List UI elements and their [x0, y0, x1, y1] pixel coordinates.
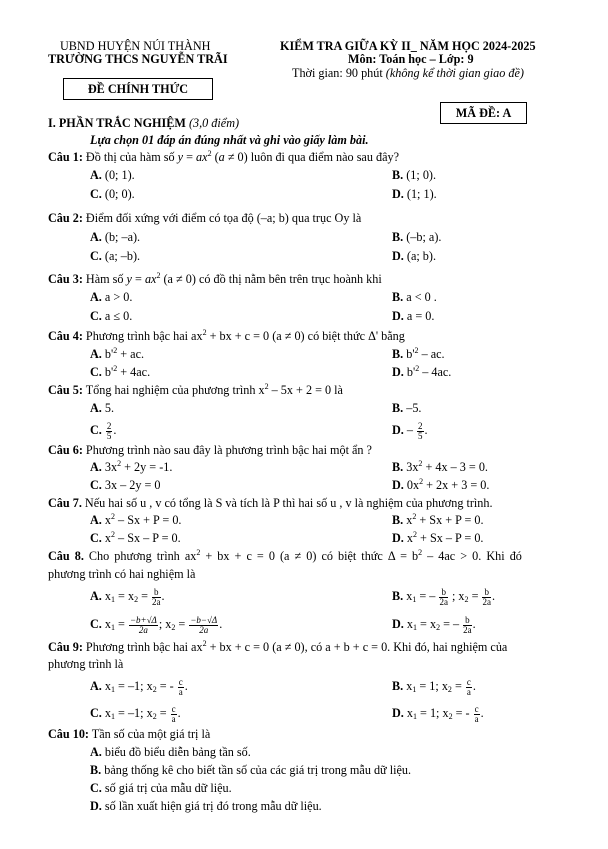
exam-title: KIỂM TRA GIỮA KỲ II_ NĂM HỌC 2024-2025	[280, 39, 536, 53]
department-name: UBND HUYỆN NÚI THÀNH	[60, 39, 211, 53]
q3-option-d: D. a = 0.	[392, 309, 435, 323]
question-9-cont: phương trình là	[48, 657, 124, 671]
q6-option-c: C. 3x – 2y = 0	[90, 478, 161, 492]
q6-option-d: D. $0x^2 + 2x + 3 = 0$.	[392, 477, 490, 492]
q5-option-a: A. 5.	[90, 401, 115, 415]
official-label: ĐỀ CHÍNH THỨC	[63, 78, 213, 100]
q7-option-a: A. $x^2 - Sx + P = 0$.	[90, 512, 182, 527]
question-2: Câu 2: Điểm đối xứng với điểm có tọa độ (–a; b) qua trục Oy là	[48, 211, 362, 225]
q4-option-b: B. $b'^2$ – ac.	[392, 346, 445, 361]
q5-option-b: B. –5.	[392, 401, 422, 415]
q10-option-d: D. số lần xuất hiện giá trị đó trong mẫu dữ liệu.	[90, 799, 322, 813]
question-5: Câu 5: Tổng hai nghiệm của phương trình $x^2 - 5x + 2 = 0$ là	[48, 382, 343, 397]
exam-code: MÃ ĐỀ: A	[440, 102, 527, 124]
question-10: Câu 10: Tần số của một giá trị là	[48, 727, 211, 741]
q1-option-d: D. (1; 1).	[392, 187, 437, 201]
q1-option-a: A. (0; 1).	[90, 168, 135, 182]
exam-subject: Môn: Toán học – Lớp: 9	[348, 52, 474, 66]
q10-option-b: B. bảng thống kê cho biết tần số của các giá trị trong mẫu dữ liệu.	[90, 763, 412, 777]
q3-option-b: B. a < 0 .	[392, 290, 437, 304]
question-8-cont: phương trình có hai nghiệm là	[48, 567, 196, 581]
q4-option-d: D. $b'^2 - 4ac$.	[392, 364, 452, 379]
q9-option-a: A. $x_1 = -1$; $x_2$ = - $\frac{c}{a}$ .	[90, 676, 188, 697]
q4-option-a: A. $b'^2$ + ac.	[90, 346, 145, 361]
q7-option-b: B. $x^2 + Sx + P = 0$.	[392, 512, 484, 527]
question-3: Câu 3: Hàm số $y = ax^2$ (a ≠ 0) có đồ thị nằm bên trên trục hoành khi	[48, 271, 382, 286]
q9-option-b: B. $x_1 = 1$; $x_2$ = $\frac{c}{a}$ .	[392, 676, 476, 697]
q3-option-c: C. a ≤ 0.	[90, 309, 133, 323]
question-9: Câu 9: Phương trình bậc hai $ax^2$ + bx + c = 0 (a ≠ 0), có a + b + c = 0. Khi đó, hai nghiệm của	[48, 639, 508, 654]
section-title: I. PHẦN TRẮC NGHIỆM (3,0 điểm)	[48, 116, 240, 130]
q10-option-c: C. số giá trị của mẫu dữ liệu.	[90, 781, 232, 795]
q1-option-c: C. (0; 0).	[90, 187, 135, 201]
q6-option-b: B. $3x^2 + 4x - 3 = 0$.	[392, 459, 488, 474]
q8-option-d: D. $x_1 = x_2$ = – $\frac{b}{2a}$ .	[392, 614, 476, 635]
q2-option-b: B. (–b; a).	[392, 230, 442, 244]
question-1: Câu 1: Đồ thị của hàm số $y = ax^2$ (a ≠ 0) luôn đi qua điểm nào sau đây?	[48, 149, 399, 164]
q8-option-b: B. $x_1$ = – $\frac{b}{2a}$ ; $x_2$ = $\frac{b}{2a}$ .	[392, 586, 496, 607]
q8-option-c: C. $x_1$ = $\frac{-b+√\Delta}{2a}$ ; $x_2$ = $\frac{-b-√\Delta}{2a}$ .	[90, 614, 223, 635]
q5-option-d: D. – $\frac{2}{5}$ .	[392, 420, 428, 441]
q6-option-a: A. $3x^2 + 2y = -1$.	[90, 459, 173, 474]
q2-option-a: A. (b; –a).	[90, 230, 141, 244]
q5-option-c: C. $\frac{2}{5}$ .	[90, 420, 117, 441]
q1-option-b: B. (1; 0).	[392, 168, 437, 182]
question-6: Câu 6: Phương trình nào sau đây là phương trình bậc hai một ẩn ?	[48, 443, 372, 457]
question-7: Câu 7. Nếu hai số u , v có tổng là S và tích là P thì hai số u , v là nghiệm của phương trình.	[48, 496, 493, 510]
question-4: Câu 4: Phương trình bậc hai $ax^2$ + bx + c = 0 (a ≠ 0) có biệt thức Δ' bằng	[48, 328, 405, 343]
q10-option-a: A. biểu đồ biểu diễn bảng tần số.	[90, 745, 251, 759]
section-instruction: Lựa chọn 01 đáp án đúng nhất và ghi vào giấy làm bài.	[90, 133, 369, 147]
q7-option-d: D. $x^2 + Sx - P = 0$.	[392, 530, 484, 545]
q2-option-c: C. (a; –b).	[90, 249, 141, 263]
q7-option-c: C. $x^2 - Sx - P = 0$.	[90, 530, 181, 545]
q9-option-c: C. $x_1 = -1$; $x_2$ = $\frac{c}{a}$ .	[90, 703, 181, 724]
q4-option-c: C. $b'^2 + 4ac$.	[90, 364, 151, 379]
q8-option-a: A. $x_1 = x_2$ = $\frac{b}{2a}$ .	[90, 586, 165, 607]
question-8: Câu 8. Cho phương trình $ax^2$ + bx + c = 0 (a ≠ 0) có biệt thức $\Delta = b^2 - 4ac > 0$. Khi đó	[48, 548, 522, 563]
school-name: TRƯỜNG THCS NGUYỄN TRÃI	[48, 52, 228, 66]
q3-option-a: A. a > 0.	[90, 290, 133, 304]
q9-option-d: D. $x_1 = 1$; $x_2$ = - $\frac{c}{a}$ .	[392, 703, 484, 724]
q2-option-d: D. (a; b).	[392, 249, 437, 263]
exam-time: Thời gian: 90 phút (không kể thời gian giao đề)	[292, 66, 524, 80]
